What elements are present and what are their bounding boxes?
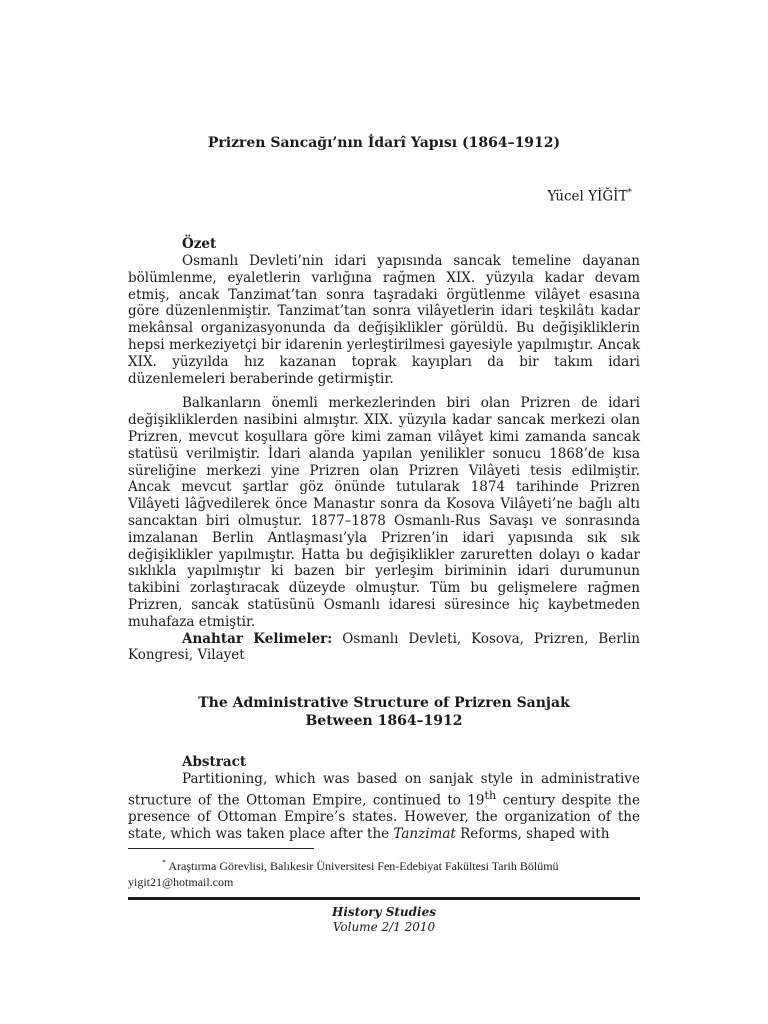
keywords-paragraph [128,631,640,665]
abstract-heading: Abstract [182,754,247,770]
journal-volume: Volume 2/1 2010 [332,920,436,934]
abstract-text-3: Reforms, shaped with [455,825,610,842]
english-title-line-2: Between 1864–1912 [305,713,463,729]
footnote-email[interactable]: yigit21@hotmail.com [128,875,234,889]
keywords-label: Anahtar Kelimeler: [182,630,333,647]
footer-divider [128,897,640,900]
keywords-list: Osmanlı Devleti, Kosova, Prizren, Berlin Kongresi, Vilayet [128,630,641,664]
journal-name: History Studies [332,905,436,919]
footnote-mark: * [162,858,166,867]
turkish-title: Prizren Sancağı’nın İdarî Yapısı (1864–1912) [207,135,561,151]
summary-heading: Özet [182,236,217,252]
author-name-text: Yücel YİĞİT [547,188,628,205]
footnote-text: Araştırma Görevlisi, Balıkesir Üniversitesi Fen-Edebiyat Fakültesi Tarih Bölümü [168,859,559,873]
english-title [128,694,640,730]
abstract-text-2: century despite the presence of Ottoman Empire’s states. However, the organization of the state, which was taken place after the [128,792,640,842]
footnote [128,855,640,890]
footnote-divider [128,848,314,849]
abstract-text-1: Partitioning, which was based on sanjak style in administrative structure of the Ottoman Empire, continued to 19 [128,771,640,809]
abstract-italic-term: Tanzimat [393,825,456,842]
author-name [548,184,632,206]
abstract-paragraph [128,771,640,843]
turkish-summary [128,253,640,664]
summary-paragraph-1: Osmanlı Devleti’nin idari yapısında sancak temeline dayanan bölümlenme, eyaletlerin varlığına rağmen XIX. yüzyıla kadar devam etmiş, ancak Tanzimat’tan sonra taşradaki örgütlenme vilâyet esasına göre düzenlenmiştir. Tanzimat’tan sonra vilâyetlerin idari teşkilâtı kadar mekânsal organizasyonunda da değişiklikler görüldü. Bu değişikliklerin hepsi merkeziyetçi bir idarenin yerleştirilmesi gayesiyle yapılmıştır. Ancak XIX. yüzyılda hız kazanan toprak kayıpları da bir takım idari düzenlemeleri beraberinde getirmiştir. [128,253,640,387]
summary-paragraph-2: Balkanların önemli merkezlerinden biri olan Prizren de idari değişikliklerden nasibini almıştır. XIX. yüzyıla kadar sancak merkezi olan Prizren, mevcut koşullara göre kimi zaman vilâyet kimi zamanda sancak statüsü verilmiştir. İdari alanda yapılan yenilikler sonucu 1868’de kısa süreliğine merkezi yine Prizren olan Prizren Vilâyeti tesis edilmiştir. Ancak mevcut şartlar göz önünde tutularak 1874 tarihinde Prizren Vilâyeti lâğvedilerek önce Manastır sonra da Kosova Vilâyeti’ne bağlı altı sancaktan biri olmuştur. 1877–1878 Osmanlı-Rus Savaşı ve sonrasında imzalanan Berlin Antlaşması’yla Prizren’in idari yapısında sık sık değişiklikler yapılmıştır. Hatta bu değişiklikler zaruretten dolayı o kadar sıklıkla yapılmıştır ki bazen bir yerleşim biriminin idari durumunun takibini zorlaştıracak düzeyde olmuştur. Tüm bu gelişmelere rağmen Prizren, sancak statüsünü Osmanlı idaresi süresince hiç kaybetmeden muhafaza etmiştir. [128,395,640,630]
english-abstract [128,771,640,843]
english-title-line-1: The Administrative Structure of Prizren Sanjak [198,695,570,711]
abstract-superscript: th [484,788,497,802]
author-footnote-mark[interactable]: * [627,188,632,198]
